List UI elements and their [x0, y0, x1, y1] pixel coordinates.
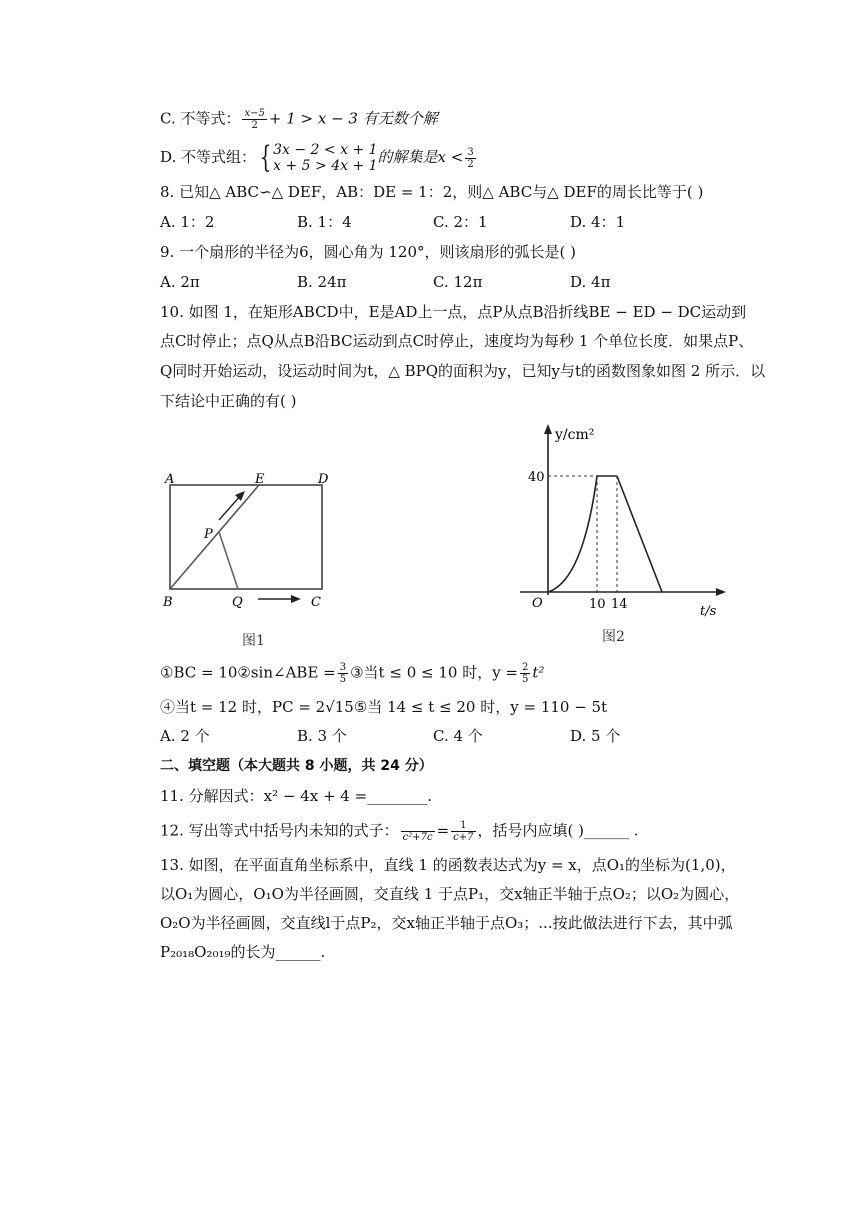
q9-option-b: B. 24π	[297, 273, 347, 291]
option-d-mid: 的解集是x <	[377, 148, 464, 166]
label-a: A	[165, 472, 175, 487]
question-8: 8. 已知△ ABC∽△ DEF，AB：DE = 1：2，则△ ABC与△ DEF的周长比等于( )	[160, 183, 704, 201]
segment-be	[170, 485, 259, 589]
fraction: $\frac{3}{2}$	[467, 146, 474, 170]
question-13-line-2: 以O₁为圆心，O₁O为半径画圆，交直线 1 于点P₁，交x轴正半轴于点O₂；以O₂为圆心，	[160, 885, 740, 903]
x-axis-arrow	[716, 588, 726, 596]
q10-option-b: B. 3 个	[297, 727, 347, 745]
q10-option-d: D. 5 个	[570, 727, 621, 745]
question-10-line-2: 点C时停止；点Q从点B沿BC运动到点C时停止，速度均为每秒 1 个单位长度．如果点P、	[160, 332, 754, 350]
label-e: E	[255, 472, 265, 487]
question-10-line-4: 下结论中正确的有( )	[160, 392, 297, 410]
label-c: C	[311, 595, 321, 610]
option-c-prefix: C. 不等式：	[160, 109, 241, 128]
figure-1-caption: 图1	[242, 633, 265, 649]
option-d	[160, 142, 478, 174]
figure-2	[515, 420, 735, 640]
q8-option-b: B. 1：4	[297, 213, 352, 231]
option-c	[160, 108, 438, 131]
x-axis-label: t/s	[700, 604, 717, 619]
q8-option-d: D. 4：1	[570, 213, 626, 231]
fraction: $\frac{x-5}{2}$	[244, 108, 265, 131]
figure-1	[155, 465, 355, 655]
option-d-prefix: D. 不等式组：	[160, 148, 257, 166]
label-p: P	[204, 527, 213, 542]
question-13-line-1: 13. 如图，在平面直角坐标系中，直线 1 的函数表达式为y = x，点O₁的坐标为(1,0)，	[160, 856, 736, 874]
q8-option-c: C. 2：1	[433, 213, 488, 231]
inequality-system: { 3x − 2 < x + 1 x + 5 > 4x + 1	[259, 140, 378, 175]
q10-option-a: A. 2 个	[160, 727, 210, 745]
question-11: 11. 分解因式：x² − 4x + 4 =________.	[160, 787, 432, 805]
statements-line-1: ①BC = 10②sin∠ABE = $\frac{3}{5}$ ③当t ≤ 0 ≤ 10 时，y = $\frac{2}{5}$ t²	[160, 662, 545, 685]
question-10-line-3: Q同时开始运动，设运动时间为t，△ BPQ的面积为y，已知y与t的函数图象如图 2 所示．以	[160, 362, 766, 380]
y-tick-40: 40	[528, 470, 545, 485]
function-curve	[548, 476, 597, 592]
x-tick-10: 10	[589, 597, 606, 612]
question-13-line-4: P₂₀₁₈O₂₀₁₉的长为______.	[160, 943, 326, 961]
question-13-line-3: O₂O为半径画圆，交直线l于点P₂，交x轴正半轴于点O₃；...按此做法进行下去，其中弧	[160, 914, 733, 932]
arrow-q-head	[291, 595, 301, 603]
figure-2-caption: 图2	[602, 629, 625, 645]
section-2-heading: 二、填空题（本大题共 8 小题，共 24 分）	[160, 758, 433, 774]
option-c-rest: + 1 > x − 3 有无数个解	[268, 109, 438, 128]
x-tick-14: 14	[611, 597, 628, 612]
y-axis-arrow	[544, 424, 552, 434]
function-decline	[617, 476, 662, 592]
q9-option-d: D. 4π	[570, 273, 611, 291]
q9-option-c: C. 12π	[433, 273, 483, 291]
arrow-p-line	[219, 495, 241, 520]
question-10-line-1: 10. 如图 1，在矩形ABCD中，E是AD上一点，点P从点B沿折线BE − ED − DC运动到	[160, 303, 747, 321]
q10-option-c: C. 4 个	[433, 727, 483, 745]
label-d: D	[318, 472, 329, 487]
question-9: 9. 一个扇形的半径为6，圆心角为 120°，则该扇形的弧长是( )	[160, 243, 576, 261]
label-q: Q	[232, 595, 243, 610]
origin-label: O	[532, 596, 543, 611]
label-b: B	[163, 595, 173, 610]
y-axis-label: y/cm²	[555, 427, 595, 443]
q8-option-a: A. 1：2	[160, 213, 215, 231]
question-12: 12. 写出等式中括号内未知的式子： c²+7c = $\frac{1}{c+7}$ ，括号内应填( )______ .	[160, 820, 639, 843]
segment-pq	[219, 532, 238, 589]
q9-option-a: A. 2π	[160, 273, 200, 291]
statements-line-2: ④当t = 12 时，PC = 2√15⑤当 14 ≤ t ≤ 20 时，y = 110 − 5t	[160, 698, 608, 716]
